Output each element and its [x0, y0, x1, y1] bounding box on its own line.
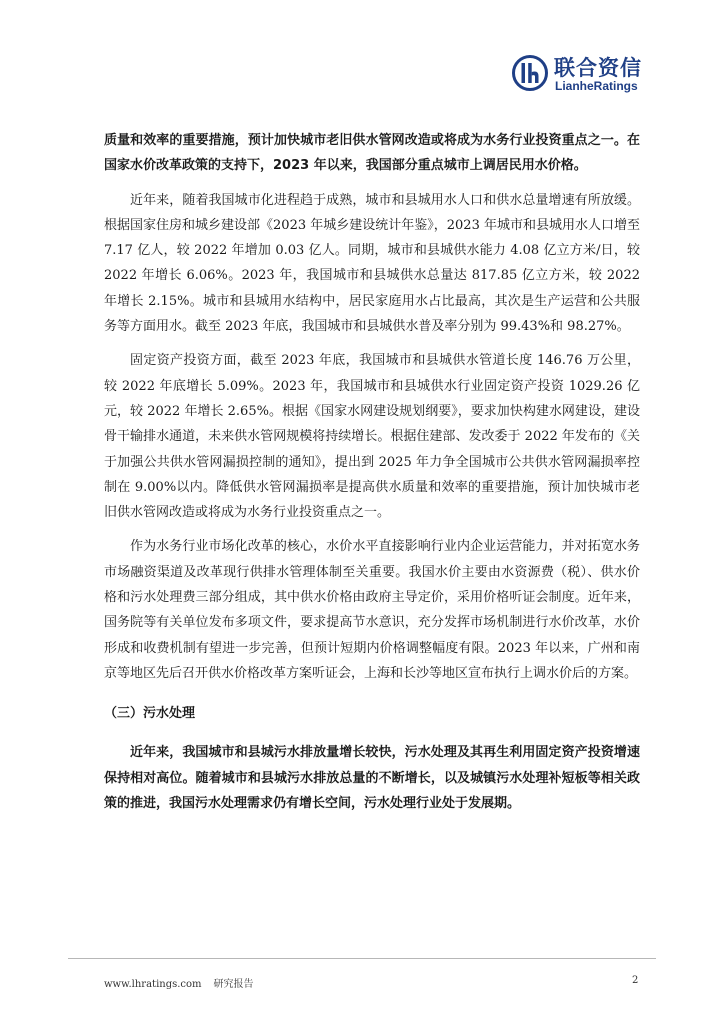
page-number: 2 [632, 975, 639, 986]
logo-chinese-text: 联合资信 [554, 56, 642, 80]
logo-english-text: LianheRatings [555, 79, 638, 93]
footer-info [104, 975, 266, 990]
footer-report-type: 研究报告 [213, 979, 254, 990]
footer-divider [68, 958, 656, 959]
company-logo [512, 52, 642, 96]
paragraph-water-pricing: 作为水务行业市场化改革的核心，水价水平直接影响行业内企业运营能力，并对拓宽水务市场融资渠道及改革现行供排水管理体制至关重要。我国水价主要由水资源费（税）、供水价格和污水处理费三部分组成，其中供水价格由政府主导定价，采用价格听证会制度。近年来，国务院等有关单位发布多项文件，要求提高节水意识，充分发挥市场机制进行水价改革，水价形成和收费机制有望进一步完善，但预计短期内价格调整幅度有限。2023 年以来，广州和南京等地区先后召开供水价格改革方案听证会，上海和长沙等地区宣布执行上调水价后的方案。 [104, 539, 640, 681]
report-body [104, 128, 640, 816]
lianhe-logo-icon [512, 55, 548, 91]
footer-website-link[interactable]: www.lhratings.com [104, 979, 202, 990]
paragraph-fixed-asset-investment: 固定资产投资方面，截至 2023 年底，我国城市和县城供水管道长度 146.76 万公里，较 2022 年底增长 5.09%。2023 年，我国城市和县城供水行业固定资产投资 1029.26 亿元，较 2022 年增长 2.65%。根据《国家水网建设规划纲要》，要求加快构建水网建设，建设骨干输排水通道，未来供水管网规模将持续增长。根据住建部、发改委于 2022 年发布的《关于加强公共供水管网漏损控制的通知》，提出到 2025 年力争全国城市公共供水管网漏损率控制在 9.00%以内。降低供水管网漏损率是提高供水质量和效率的重要措施，预计加快城市老旧供水管网改造或将成为水务行业投资重点之一。 [104, 353, 640, 521]
sewage-summary-bold-paragraph: 近年来，我国城市和县城污水排放量增长较快，污水处理及其再生利用固定资产投资增速保持相对高位。随着城市和县城污水排放总量的不断增长，以及城镇污水处理补短板等相关政策的推进，我国污水处理需求仍有增长空间，污水处理行业处于发展期。 [104, 745, 640, 811]
intro-bold-paragraph: 质量和效率的重要措施，预计加快城市老旧供水管网改造或将成为水务行业投资重点之一。在国家水价改革政策的支持下，2023 年以来，我国部分重点城市上调居民用水价格。 [104, 133, 640, 174]
section-heading-sewage-treatment: （三）污水处理 [104, 706, 196, 722]
paragraph-water-supply-scale: 近年来，随着我国城市化进程趋于成熟，城市和县城用水人口和供水总量增速有所放缓。根据国家住房和城乡建设部《2023 年城乡建设统计年鉴》，2023 年城市和县城用水人口增至 7.17 亿人，较 2022 年增加 0.03 亿人。同期，城市和县城供水能力 4.08 亿立方米/日，较 2022 年增长 6.06%。2023 年，我国城市和县城供水总量达 817.85 亿立方米，较 2022 年增长 2.15%。城市和县城用水结构中，居民家庭用水占比最高，其次是生产运营和公共服务等方面用水。截至 2023 年底，我国城市和县城供水普及率分别为 99.43%和 98.27%。 [104, 192, 640, 335]
